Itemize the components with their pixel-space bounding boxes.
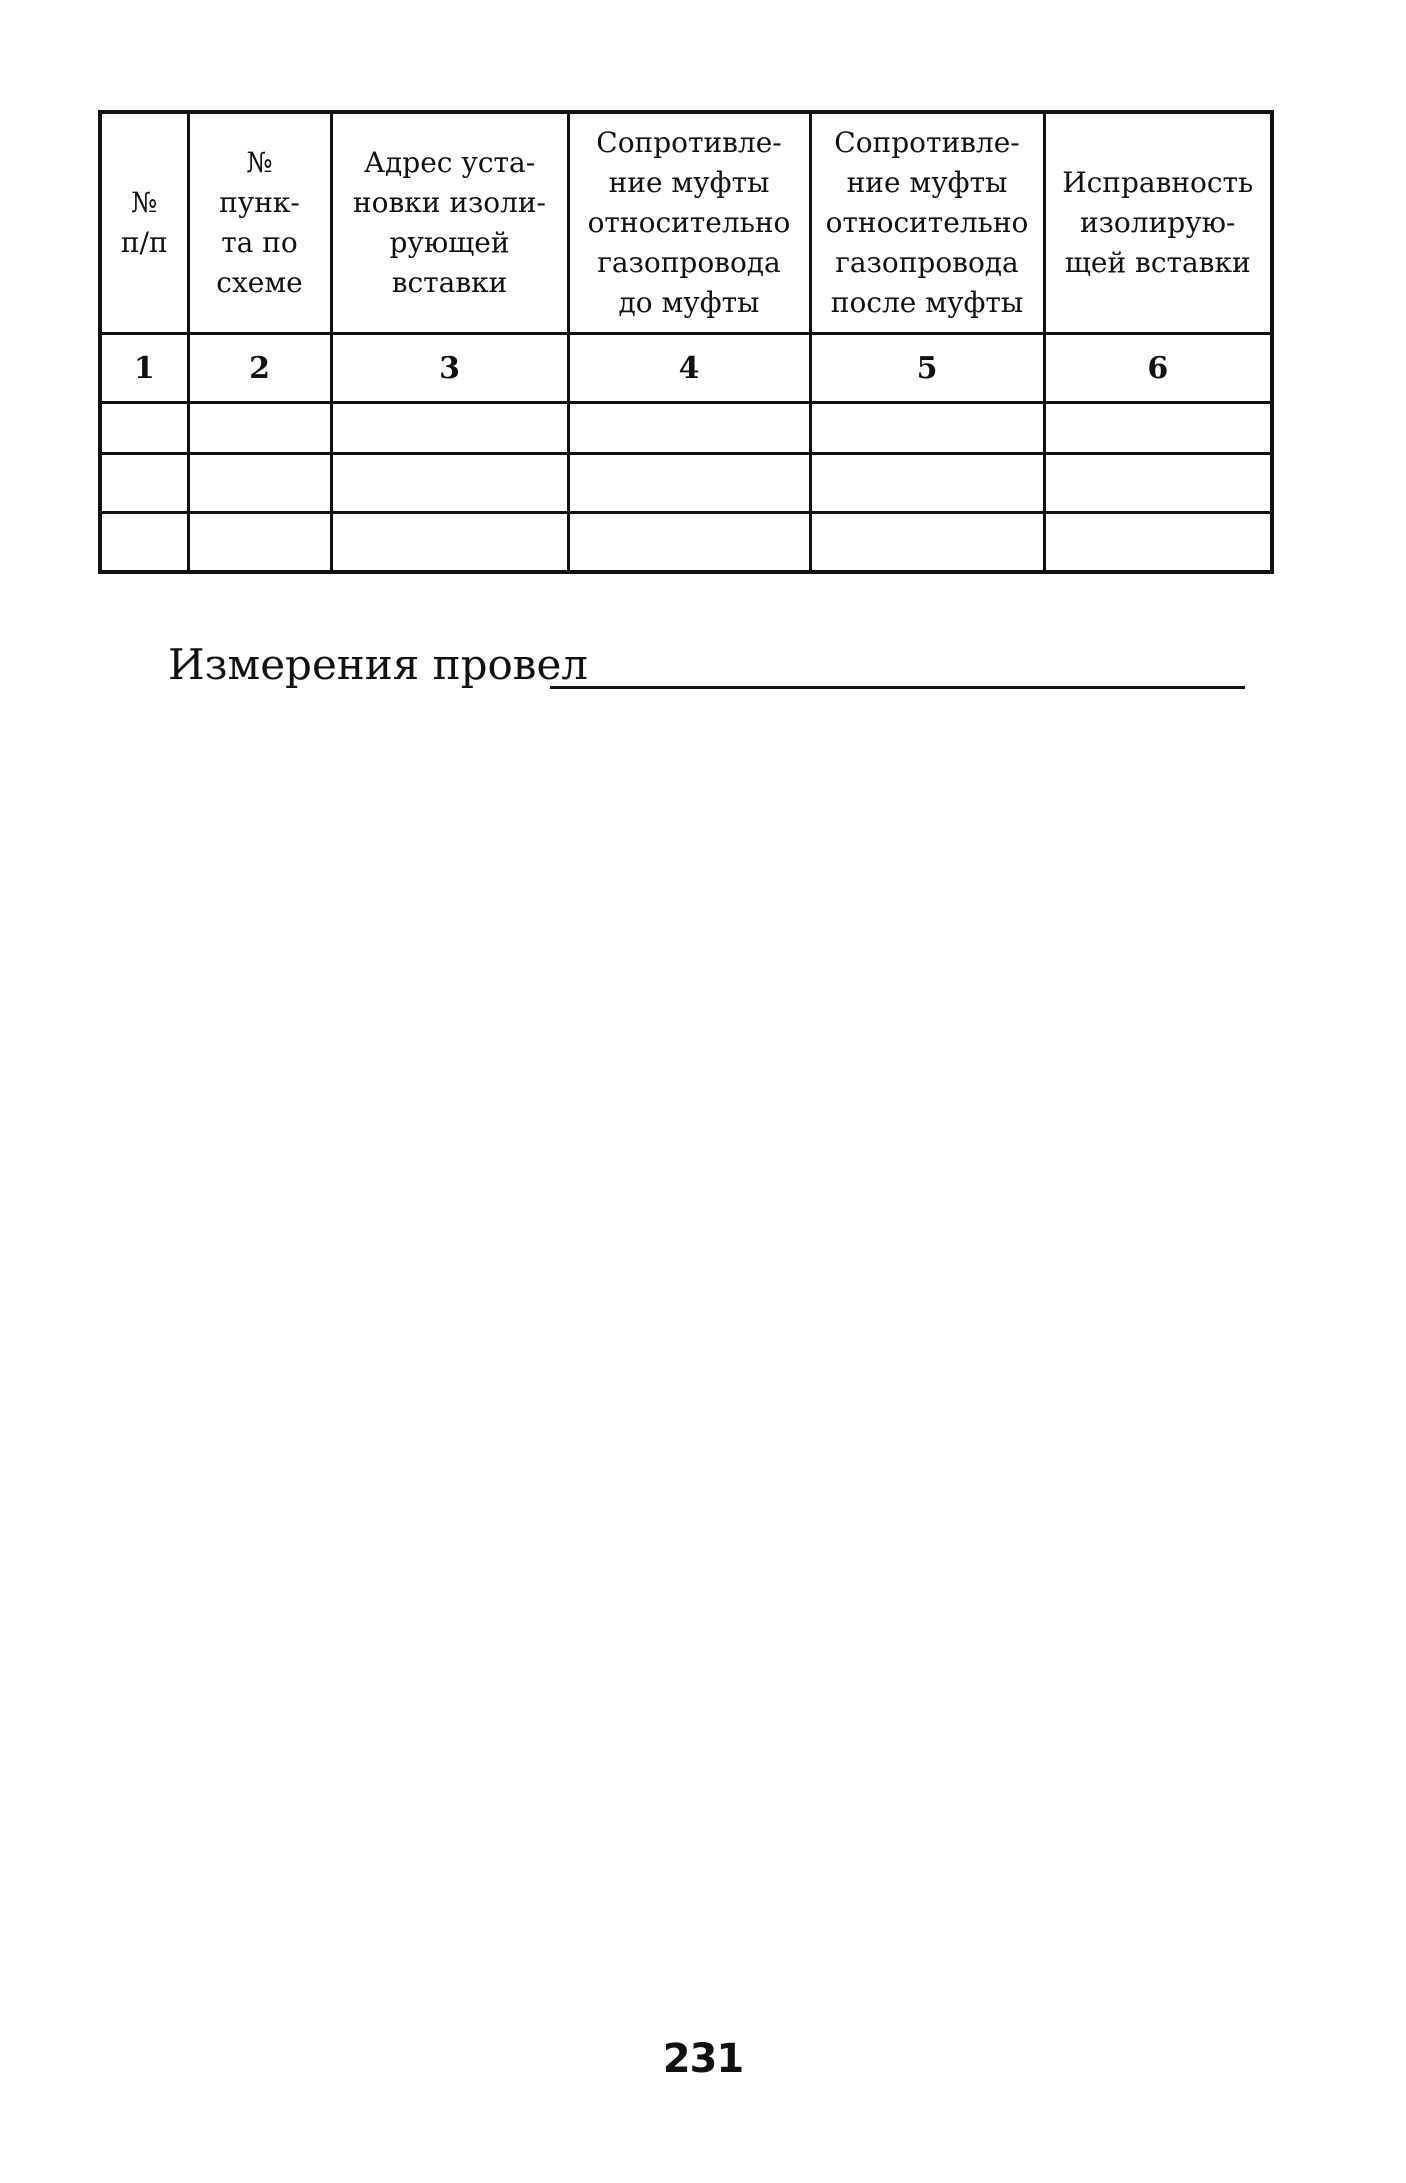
header-text: газопровода [597,246,781,279]
table-cell [100,454,188,513]
header-text: до муфты [618,286,760,319]
header-text: вставки [391,266,508,299]
header-text: рующей [389,226,510,259]
header-cell-install-address [331,112,568,334]
column-number-cell: 6 [1044,334,1272,403]
header-text: схеме [216,266,303,299]
header-text: п/п [120,226,168,259]
table-cell [331,454,568,513]
table-row [100,403,1272,454]
table-row [100,513,1272,573]
header-text: Сопротивле- [596,126,782,159]
header-cell-scheme-point [188,112,331,334]
header-text: новки изоли- [352,186,547,219]
header-text: пунк- [219,186,300,219]
header-cell-insert-condition [1044,112,1272,334]
header-text: щей вставки [1064,246,1251,279]
table-cell [1044,454,1272,513]
table-cell [331,403,568,454]
measurement-table [98,110,1274,574]
table-cell [568,513,810,573]
header-text: Исправность [1062,166,1254,199]
header-cell-resistance-after [810,112,1044,334]
header-text: относительно [587,206,791,239]
table-cell [188,403,331,454]
header-text: та по [221,226,298,259]
table-cell [810,454,1044,513]
header-text: Адрес уста- [363,146,536,179]
table-row [100,454,1272,513]
column-number-cell: 5 [810,334,1044,403]
page-number: 231 [662,2036,744,2082]
column-number-cell: 2 [188,334,331,403]
table-cell [100,403,188,454]
header-text: № [131,186,158,219]
header-text: газопровода [835,246,1019,279]
table-cell [100,513,188,573]
column-number-cell: 4 [568,334,810,403]
table-cell [568,454,810,513]
header-cell-resistance-before [568,112,810,334]
header-text: Сопротивле- [834,126,1020,159]
table-header-row [100,112,1272,334]
table-cell [331,513,568,573]
table-cell [188,513,331,573]
table-cell [810,513,1044,573]
table-cell [810,403,1044,454]
header-text: ние муфты [608,166,770,199]
header-cell-row-number [100,112,188,334]
table-cell [1044,403,1272,454]
header-text: № [246,146,273,179]
column-number-row [100,334,1272,403]
column-number-cell: 3 [331,334,568,403]
table-cell [568,403,810,454]
signature-blank-line [550,686,1245,689]
table-cell [1044,513,1272,573]
table-cell [188,454,331,513]
signature-label: Измерения провел [168,640,588,689]
header-text: относительно [825,206,1029,239]
header-text: ние муфты [846,166,1008,199]
column-number-cell: 1 [100,334,188,403]
header-text: изолирую- [1080,206,1236,239]
header-text: после муфты [830,286,1024,319]
